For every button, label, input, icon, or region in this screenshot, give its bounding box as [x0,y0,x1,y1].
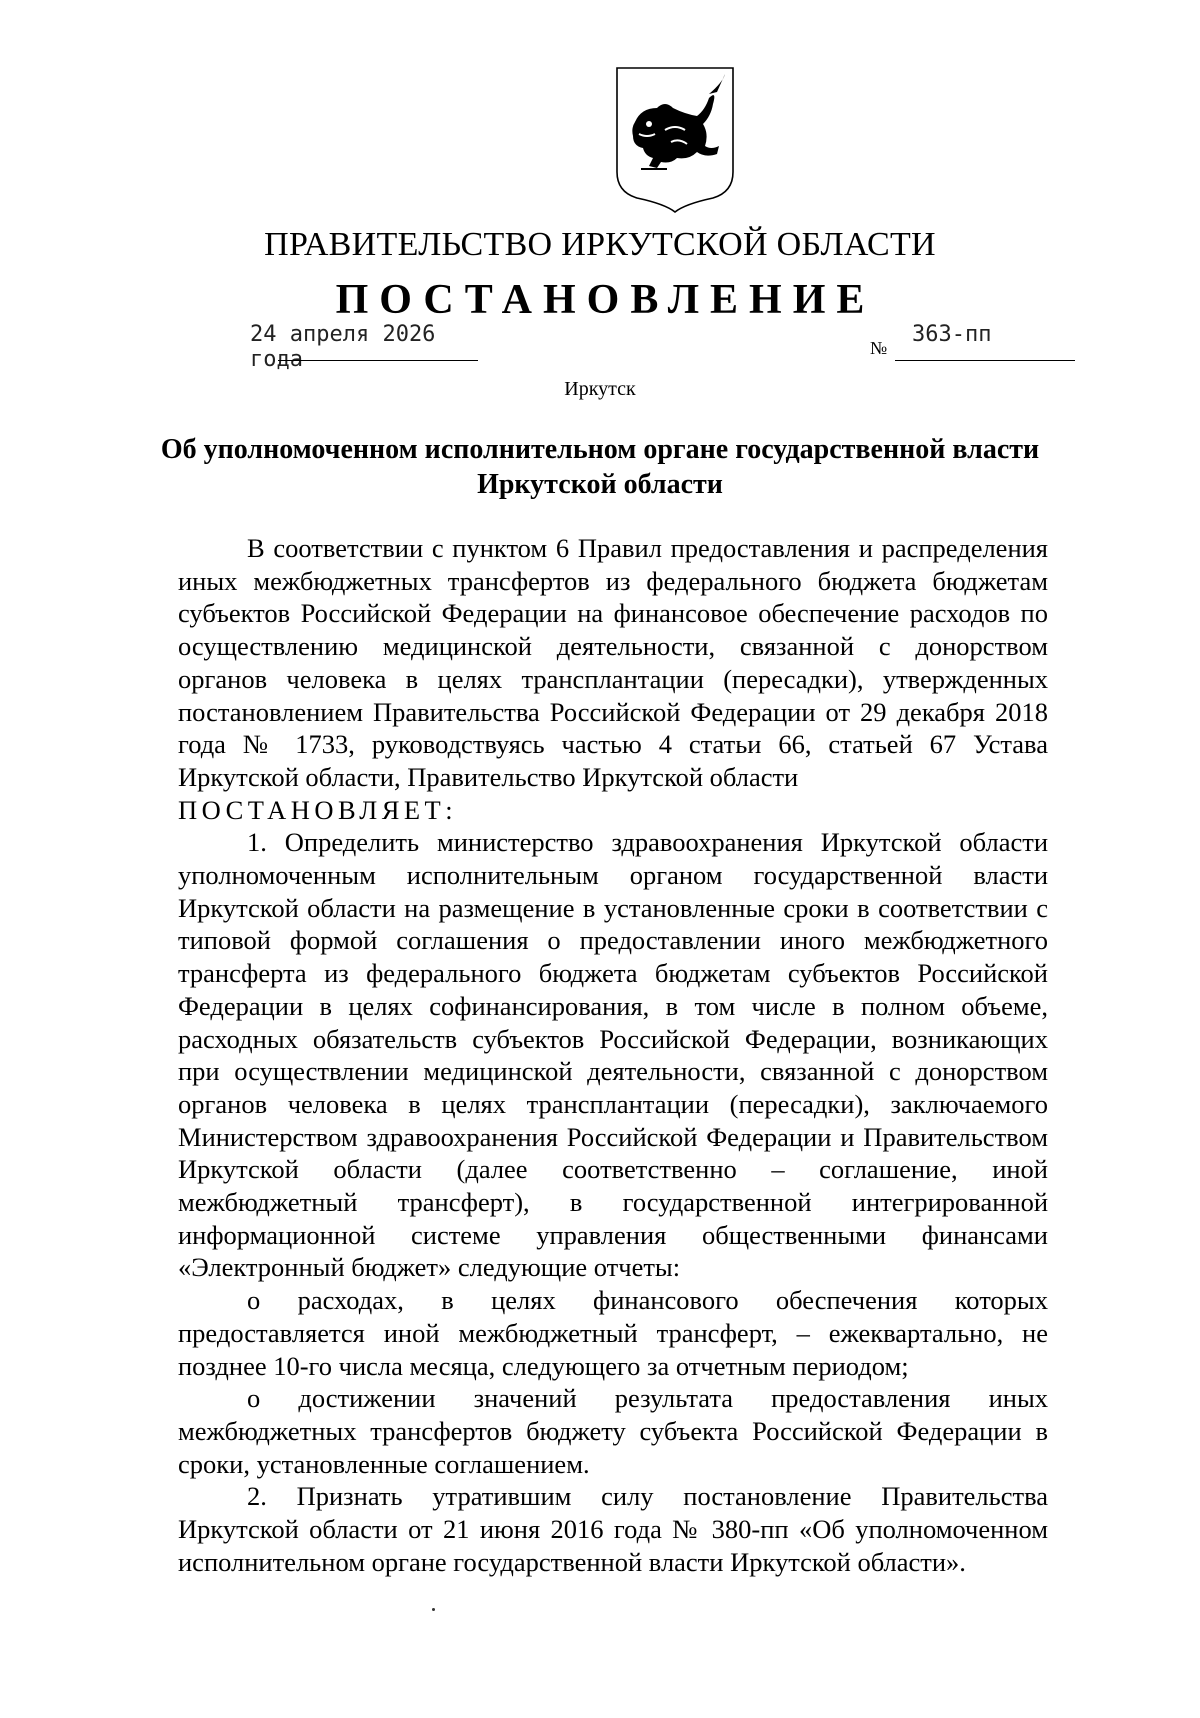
document-subject [160,432,1040,502]
resolves-heading: ПОСТАНОВЛЯЕТ: [178,794,458,825]
government-name: ПРАВИТЕЛЬСТВО ИРКУТСКОЙ ОБЛАСТИ [264,226,936,263]
irkutsk-coat-of-arms-icon [613,64,737,214]
item-1b-paragraph: о достижении значений результата предоставления иных межбюджетных трансфертов бюджету субъекта Российской Федерации в сроки, установленные соглашением. [178,1383,1048,1479]
number-underline [895,360,1075,361]
document-type-title: ПОСТАНОВЛЕНИЕ [335,277,876,323]
document-number: 363-пп [912,322,992,347]
subject-line-2: Иркутской области [477,469,723,500]
date-underline [278,360,478,361]
item-2-paragraph: 2. Признать утратившим силу постановление Правительства Иркутской области от 21 июня 2016 года № 380-пп «Об уполномоченном исполнительном органе государственной власти Иркутской области». [178,1481,1048,1577]
preamble-paragraph: В соответствии с пунктом 6 Правил предоставления и распределения иных межбюджетных трансфертов из федерального бюджета бюджетам субъектов Российской Федерации на финансовое обеспечение расходов по осуществлению медицинской деятельности, связанной с донорством органов человека в целях трансплантации (пересадки), утвержденных постановлением Правительства Российской Федерации от 29 декабря 2018 года № 1733, руководствуясь частью 4 статьи 66, статьей 67 Устава Иркутской области, Правительство Иркутской области [178,533,1048,792]
document-date: 24 апреля 2026 года [250,322,436,372]
document-body [178,532,1048,1579]
subject-line-1: Об уполномоченном исполнительном органе государственной власти [160,434,1040,465]
document-city: Иркутск [564,378,636,400]
number-sign: № [870,338,888,358]
scan-speck [432,1608,435,1611]
item-1-paragraph: 1. Определить министерство здравоохранения Иркутской области уполномоченным исполнительным органом государственной власти Иркутской области на размещение в установленные сроки в соответствии с типовой формой соглашения о предоставлении иного межбюджетного трансферта из федерального бюджета бюджетам субъектов Российской Федерации в целях софинансирования, в том числе в полном объеме, расходных обязательств субъектов Российской Федерации, возникающих при осуществлении медицинской деятельности, связанной с донорством органов человека в целях трансплантации (пересадки), заключаемого Министерством здравоохранения Российской Федерации и Правительством Иркутской области (далее соответственно – соглашение, иной межбюджетный трансферт), в государственной интегрированной информационной системе управления общественными финансами «Электронный бюджет» следующие отчеты: [178,827,1048,1283]
item-1a-paragraph: о расходах, в целях финансового обеспечения которых предоставляется иной межбюджетный трансферт, – ежеквартально, не позднее 10-го числа месяца, следующего за отчетным периодом; [178,1285,1048,1381]
